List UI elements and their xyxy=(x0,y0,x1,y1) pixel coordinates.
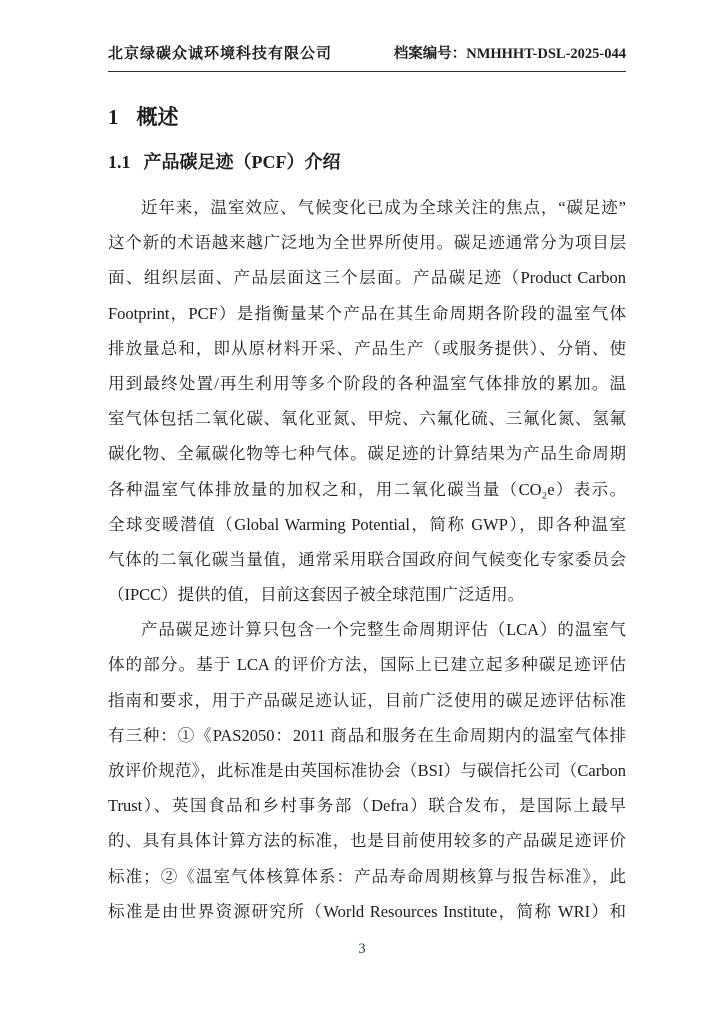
section-title: 概述 xyxy=(136,105,179,129)
body-line: 放评价规范》，此标准是由英国标准协会（BSI）与碳信托公司（Carbon xyxy=(108,761,626,780)
body-line: 标准；②《温室气体核算体系：产品寿命周期核算与报告标准》，此 xyxy=(108,866,626,886)
body-line: 体的部分。基于 LCA 的评价方法，国际上已建立起多种碳足迹评估 xyxy=(108,655,626,675)
body-line: 全球变暖潜值（Global Warming Potential，简称 GWP），即各种温室 xyxy=(108,514,626,534)
subsection-title: 产品碳足迹（PCF）介绍 xyxy=(143,152,341,172)
body-line: 各种温室气体排放量的加权之和，用二氧化碳当量（CO₂e）表示。 xyxy=(108,479,626,499)
body-line: 面、组织层面、产品层面这三个层面。产品碳足迹（Product Carbon xyxy=(108,268,626,288)
body-line: Trust）、英国食品和乡村事务部（Defra）联合发布，是国际上最早 xyxy=(108,796,626,816)
subsection-number: 1.1 xyxy=(108,152,131,172)
document-body xyxy=(108,190,626,929)
doc-number-value: NMHHHT-DSL-2025-044 xyxy=(466,46,626,62)
body-line: 产品碳足迹计算只包含一个完整生命周期评估（LCA）的温室气 xyxy=(141,620,626,640)
company-name: 北京绿碳众诚环境科技有限公司 xyxy=(108,46,333,62)
body-line: 用到最终处置/再生利用等多个阶段的各种温室气体排放的累加。温 xyxy=(108,373,626,393)
body-line: Footprint，PCF）是指衡量某个产品在其生命周期各阶段的温室气体 xyxy=(108,303,626,323)
body-line: 有三种：①《PAS2050：2011 商品和服务在生命周期内的温室气体排 xyxy=(108,725,626,745)
body-line: （IPCC）提供的值，目前这套因子被全球范围广泛适用。 xyxy=(108,585,525,605)
body-line: 的、具有具体计算方法的标准，也是目前使用较多的产品碳足迹评价 xyxy=(108,831,626,851)
doc-number-label: 档案编号： xyxy=(393,46,467,62)
page-number: 3 xyxy=(358,941,366,957)
body-line: 室气体包括二氧化碳、氧化亚氮、甲烷、六氟化硫、三氟化氮、氢氟 xyxy=(108,409,626,429)
body-line: 气体的二氧化碳当量值，通常采用联合国政府间气候变化专家委员会 xyxy=(108,549,626,569)
body-line: 这个新的术语越来越广泛地为全世界所使用。碳足迹通常分为项目层 xyxy=(108,233,626,253)
doc-number xyxy=(394,42,626,63)
section-heading xyxy=(108,101,179,131)
page-header xyxy=(108,42,626,72)
subsection-heading xyxy=(108,148,341,174)
body-line: 标准是由世界资源研究所（World Resources Institute，简称 WRI）和 xyxy=(108,901,626,921)
body-line: 碳化物、全氟碳化物等七种气体。碳足迹的计算结果为产品生命周期 xyxy=(108,444,626,464)
body-line: 近年来，温室效应、气候变化已成为全球关注的焦点，“碳足迹” xyxy=(141,198,626,217)
body-line: 排放量总和，即从原材料开采、产品生产（或服务提供）、分销、使 xyxy=(108,338,626,358)
page-footer xyxy=(0,941,724,958)
section-number: 1 xyxy=(108,105,119,129)
body-line: 指南和要求，用于产品碳足迹认证，目前广泛使用的碳足迹评估标准 xyxy=(108,690,626,710)
